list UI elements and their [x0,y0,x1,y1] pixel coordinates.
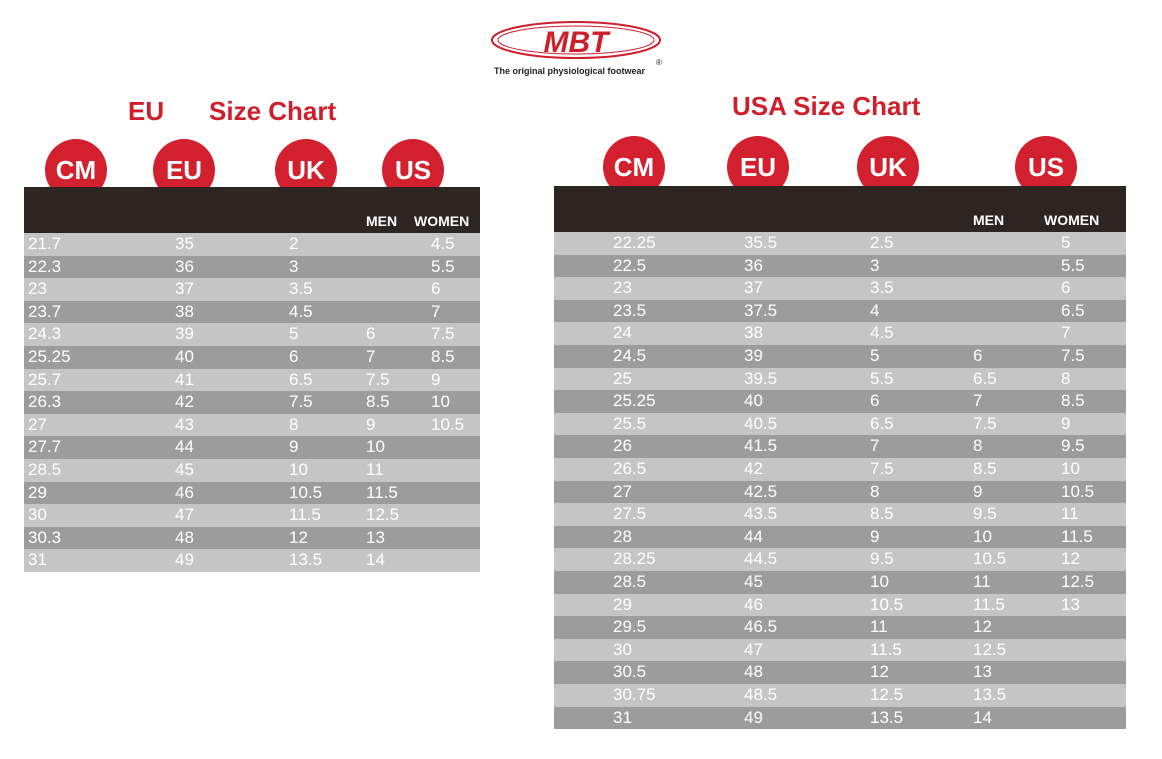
usa-cell-uk: 3 [870,255,880,275]
usa-cell-eu: 48.5 [744,685,778,704]
eu-cell-uk: 9 [289,437,299,457]
usa-cell-uk: 9 [870,526,880,546]
eu-table-row [24,482,480,505]
usa-cell-us-men: 8.5 [973,459,997,478]
eu-cell-cm: 25.25 [28,347,71,366]
usa-cell-us-men: 13 [973,662,992,682]
usa-cell-eu: 40.5 [744,413,778,433]
usa-cell-us-women: 12 [1061,549,1080,569]
usa-cell-cm: 28.5 [613,572,647,591]
usa-cell-us-women: 5 [1061,233,1071,252]
usa-cell-cm: 24 [613,323,632,343]
eu-size-table [24,187,480,575]
eu-cell-eu: 35 [175,234,194,253]
usa-uk-badge: UK [857,136,919,198]
usa-cell-eu: 39 [744,346,763,365]
usa-cell-us-women: 13 [1061,594,1080,614]
usa-table-row [554,707,1126,730]
usa-women-header: WOMEN [1044,212,1100,228]
eu-chart-title-size: Size Chart [209,96,337,126]
usa-cell-uk: 8 [870,481,880,501]
usa-cell-us-women: 8.5 [1061,391,1085,411]
usa-cell-cm: 30.75 [613,685,656,704]
eu-cell-uk: 3.5 [289,279,313,299]
eu-cell-us-women: 9 [431,369,441,389]
usa-table-row [554,300,1126,323]
usa-table-row [554,684,1126,707]
eu-cell-uk: 6.5 [289,369,313,389]
eu-table-row [24,549,480,572]
usa-cell-cm: 23.5 [613,300,647,320]
usa-cell-uk: 11 [870,617,888,637]
usa-cell-uk: 4.5 [870,323,894,343]
eu-cell-us-men: 7.5 [366,369,390,389]
usa-table-row [554,503,1126,526]
usa-cell-us-men: 14 [973,707,992,727]
usa-cell-eu: 44 [744,526,763,546]
eu-eu-badge: EU [153,139,215,201]
eu-cell-us-men: 11 [366,460,384,479]
usa-cell-us-men: 10.5 [973,549,1007,569]
eu-cell-uk: 8 [289,414,299,434]
usa-cell-uk: 10 [870,572,889,591]
eu-cell-us-men: 14 [366,550,385,570]
eu-women-header: WOMEN [414,213,470,229]
eu-cell-uk: 3 [289,256,299,276]
usa-cell-cm: 26.5 [613,459,647,478]
usa-men-header: MEN [973,212,1005,228]
eu-cell-cm: 29 [28,482,47,502]
usa-cell-cm: 28 [613,526,632,546]
usa-cell-us-women: 10 [1061,459,1080,478]
usa-table-row [554,548,1126,571]
eu-cell-cm: 30.3 [28,527,62,547]
usa-cell-eu: 36 [744,255,763,275]
eu-cell-eu: 49 [175,550,194,570]
usa-cell-cm: 30.5 [613,662,647,682]
usa-cell-eu: 43.5 [744,504,778,524]
usa-cell-us-women: 8 [1061,368,1071,388]
usa-cell-cm: 30 [613,639,632,659]
eu-table-row [24,369,480,392]
usa-cell-uk: 6.5 [870,413,894,433]
usa-cell-us-men: 7 [973,391,983,411]
eu-cell-us-women: 7 [431,301,441,321]
usa-table-row [554,458,1126,481]
usa-table-row [554,255,1126,278]
eu-cell-uk: 11.5 [289,505,321,525]
eu-cell-cm: 22.3 [28,256,62,276]
usa-cell-eu: 44.5 [744,549,778,569]
usa-table-row [554,413,1126,436]
eu-cell-us-men: 8.5 [366,392,390,412]
usa-cell-us-men: 11.5 [973,594,1005,614]
usa-cell-cm: 23 [613,278,632,298]
eu-cell-cm: 30 [28,505,47,525]
usa-cell-uk: 12 [870,662,889,682]
eu-cell-eu: 38 [175,301,194,321]
eu-cell-eu: 41 [175,369,194,389]
eu-chart-title-eu: EU [128,96,165,126]
usa-cell-us-women: 7.5 [1061,346,1085,365]
usa-cell-us-women: 6 [1061,278,1071,298]
usa-table-row [554,594,1126,617]
usa-cell-uk: 5 [870,346,880,365]
usa-cell-us-women: 11 [1061,504,1079,524]
usa-table-row [554,277,1126,300]
usa-cell-uk: 11.5 [870,639,902,659]
usa-cell-us-men: 11 [973,572,991,591]
eu-cell-eu: 45 [175,460,194,479]
usa-cell-uk: 5.5 [870,368,894,388]
eu-cell-us-men: 6 [366,324,376,344]
usa-cell-us-men: 6 [973,346,983,365]
usa-table-row [554,322,1126,345]
usa-table-row [554,345,1126,368]
usa-table-row [554,481,1126,504]
usa-cell-uk: 7 [870,436,880,456]
usa-cell-us-women: 10.5 [1061,481,1095,501]
eu-table-row [24,323,480,346]
usa-chart-title: USA Size Chart [732,91,921,121]
usa-cell-us-men: 7.5 [973,413,997,433]
usa-cell-us-men: 6.5 [973,368,997,388]
usa-cell-uk: 8.5 [870,504,894,524]
eu-table-row [24,301,480,324]
usa-table-row [554,232,1126,255]
eu-cell-cm: 23 [28,279,47,299]
eu-cell-cm: 21.7 [28,234,62,253]
usa-cell-cm: 25.5 [613,413,647,433]
eu-table-row [24,278,480,301]
usa-cell-uk: 13.5 [870,707,904,727]
logo-brand: MBT [543,26,609,59]
eu-table-row [24,504,480,527]
usa-cell-us-women: 6.5 [1061,300,1085,320]
usa-cell-uk: 4 [870,300,880,320]
usa-cell-eu: 38 [744,323,763,343]
usa-cell-us-women: 7 [1061,323,1071,343]
eu-cell-us-men: 12.5 [366,505,400,525]
eu-table-row [24,414,480,437]
eu-table-row [24,391,480,414]
usa-cell-us-men: 13.5 [973,685,1007,704]
eu-cell-eu: 39 [175,324,194,344]
usa-cell-eu: 42.5 [744,481,778,501]
usa-cell-eu: 40 [744,391,763,411]
usa-cell-eu: 47 [744,639,763,659]
eu-cell-cm: 25.7 [28,369,62,389]
eu-cell-eu: 48 [175,527,194,547]
usa-cell-uk: 9.5 [870,549,894,569]
eu-cell-uk: 10 [289,460,308,479]
eu-cell-eu: 37 [175,279,194,299]
eu-cell-eu: 46 [175,482,194,502]
eu-cm-badge: CM [45,139,107,201]
mbt-logo-mark [488,18,668,64]
eu-cell-eu: 43 [175,414,194,434]
usa-cell-cm: 27 [613,481,632,501]
eu-cell-cm: 28.5 [28,460,62,479]
eu-table-row [24,256,480,279]
usa-cell-cm: 22.5 [613,255,647,275]
usa-cell-us-men: 8 [973,436,983,456]
eu-cell-eu: 36 [175,256,194,276]
usa-cell-cm: 28.25 [613,549,656,569]
eu-cell-us-men: 10 [366,437,385,457]
eu-cell-eu: 40 [175,347,194,366]
eu-cell-us-women: 6 [431,279,441,299]
usa-cell-uk: 6 [870,391,880,411]
logo-tagline: The original physiological footwear [494,66,646,76]
eu-cell-uk: 2 [289,234,299,253]
eu-table-row [24,233,480,256]
usa-cell-cm: 25 [613,368,632,388]
usa-cell-eu: 49 [744,707,763,727]
usa-cell-cm: 27.5 [613,504,647,524]
usa-cell-eu: 39.5 [744,368,778,388]
eu-uk-badge: UK [275,139,337,201]
usa-cell-eu: 45 [744,572,763,591]
usa-cell-us-men: 10 [973,526,992,546]
eu-table-row [24,436,480,459]
eu-cell-us-women: 5.5 [431,256,455,276]
eu-cell-us-men: 11.5 [366,482,398,502]
usa-table-row [554,435,1126,458]
usa-cell-us-men: 9 [973,481,983,501]
eu-table-row [24,459,480,482]
usa-table-row [554,390,1126,413]
eu-cell-us-women: 7.5 [431,324,455,344]
eu-cell-uk: 13.5 [289,550,323,570]
usa-table-row [554,571,1126,594]
eu-cell-us-women: 8.5 [431,347,455,366]
usa-cell-cm: 31 [613,707,632,727]
usa-cm-badge: CM [603,136,665,198]
usa-cell-us-women: 9 [1061,413,1071,433]
usa-cell-cm: 22.25 [613,233,656,252]
usa-cell-eu: 35.5 [744,233,778,252]
eu-cell-us-men: 7 [366,347,376,366]
usa-cell-cm: 29.5 [613,617,647,637]
usa-cell-cm: 24.5 [613,346,647,365]
usa-table-header [554,186,1126,232]
usa-cell-us-men: 9.5 [973,504,997,524]
usa-table-row [554,661,1126,684]
usa-cell-uk: 12.5 [870,685,904,704]
eu-table-row [24,346,480,369]
usa-cell-us-women: 9.5 [1061,436,1085,456]
eu-cell-us-women: 10.5 [431,414,465,434]
eu-us-badge: US [382,139,444,201]
usa-eu-badge: EU [727,136,789,198]
usa-cell-eu: 46.5 [744,617,778,637]
usa-cell-cm: 26 [613,436,632,456]
usa-cell-uk: 10.5 [870,594,904,614]
usa-us-badge: US [1015,136,1077,198]
eu-cell-cm: 27.7 [28,437,62,457]
usa-table-row [554,368,1126,391]
eu-cell-eu: 44 [175,437,194,457]
usa-table-row [554,639,1126,662]
usa-cell-eu: 46 [744,594,763,614]
usa-size-table [554,186,1126,734]
eu-cell-uk: 5 [289,324,299,344]
eu-cell-eu: 42 [175,392,194,412]
eu-table-row [24,527,480,550]
eu-table-header [24,187,480,233]
eu-cell-uk: 6 [289,347,299,366]
eu-cell-cm: 24.3 [28,324,62,344]
usa-cell-cm: 29 [613,594,632,614]
eu-cell-cm: 23.7 [28,301,62,321]
usa-cell-eu: 37 [744,278,763,298]
eu-cell-uk: 10.5 [289,482,323,502]
usa-table-row [554,616,1126,639]
eu-cell-us-women: 10 [431,392,450,412]
eu-cell-cm: 26.3 [28,392,62,412]
usa-cell-eu: 37.5 [744,300,778,320]
eu-cell-uk: 12 [289,527,308,547]
eu-men-header: MEN [366,213,398,229]
usa-cell-us-women: 12.5 [1061,572,1095,591]
usa-cell-uk: 3.5 [870,278,894,298]
eu-cell-eu: 47 [175,505,194,525]
usa-cell-eu: 42 [744,459,763,478]
usa-table-row [554,526,1126,549]
eu-cell-cm: 27 [28,414,47,434]
eu-cell-us-men: 13 [366,527,385,547]
usa-cell-cm: 25.25 [613,391,656,411]
eu-cell-us-women: 4.5 [431,234,455,253]
usa-cell-uk: 7.5 [870,459,894,478]
eu-cell-us-men: 9 [366,414,376,434]
usa-cell-eu: 48 [744,662,763,682]
eu-cell-uk: 7.5 [289,392,313,412]
eu-cell-cm: 31 [28,550,47,570]
usa-cell-us-women: 11.5 [1061,526,1093,546]
usa-cell-eu: 41.5 [744,436,778,456]
usa-cell-us-women: 5.5 [1061,255,1085,275]
eu-cell-uk: 4.5 [289,301,313,321]
usa-cell-us-men: 12.5 [973,639,1007,659]
usa-cell-uk: 2.5 [870,233,894,252]
registered-mark: ® [656,58,662,67]
usa-cell-us-men: 12 [973,617,992,637]
